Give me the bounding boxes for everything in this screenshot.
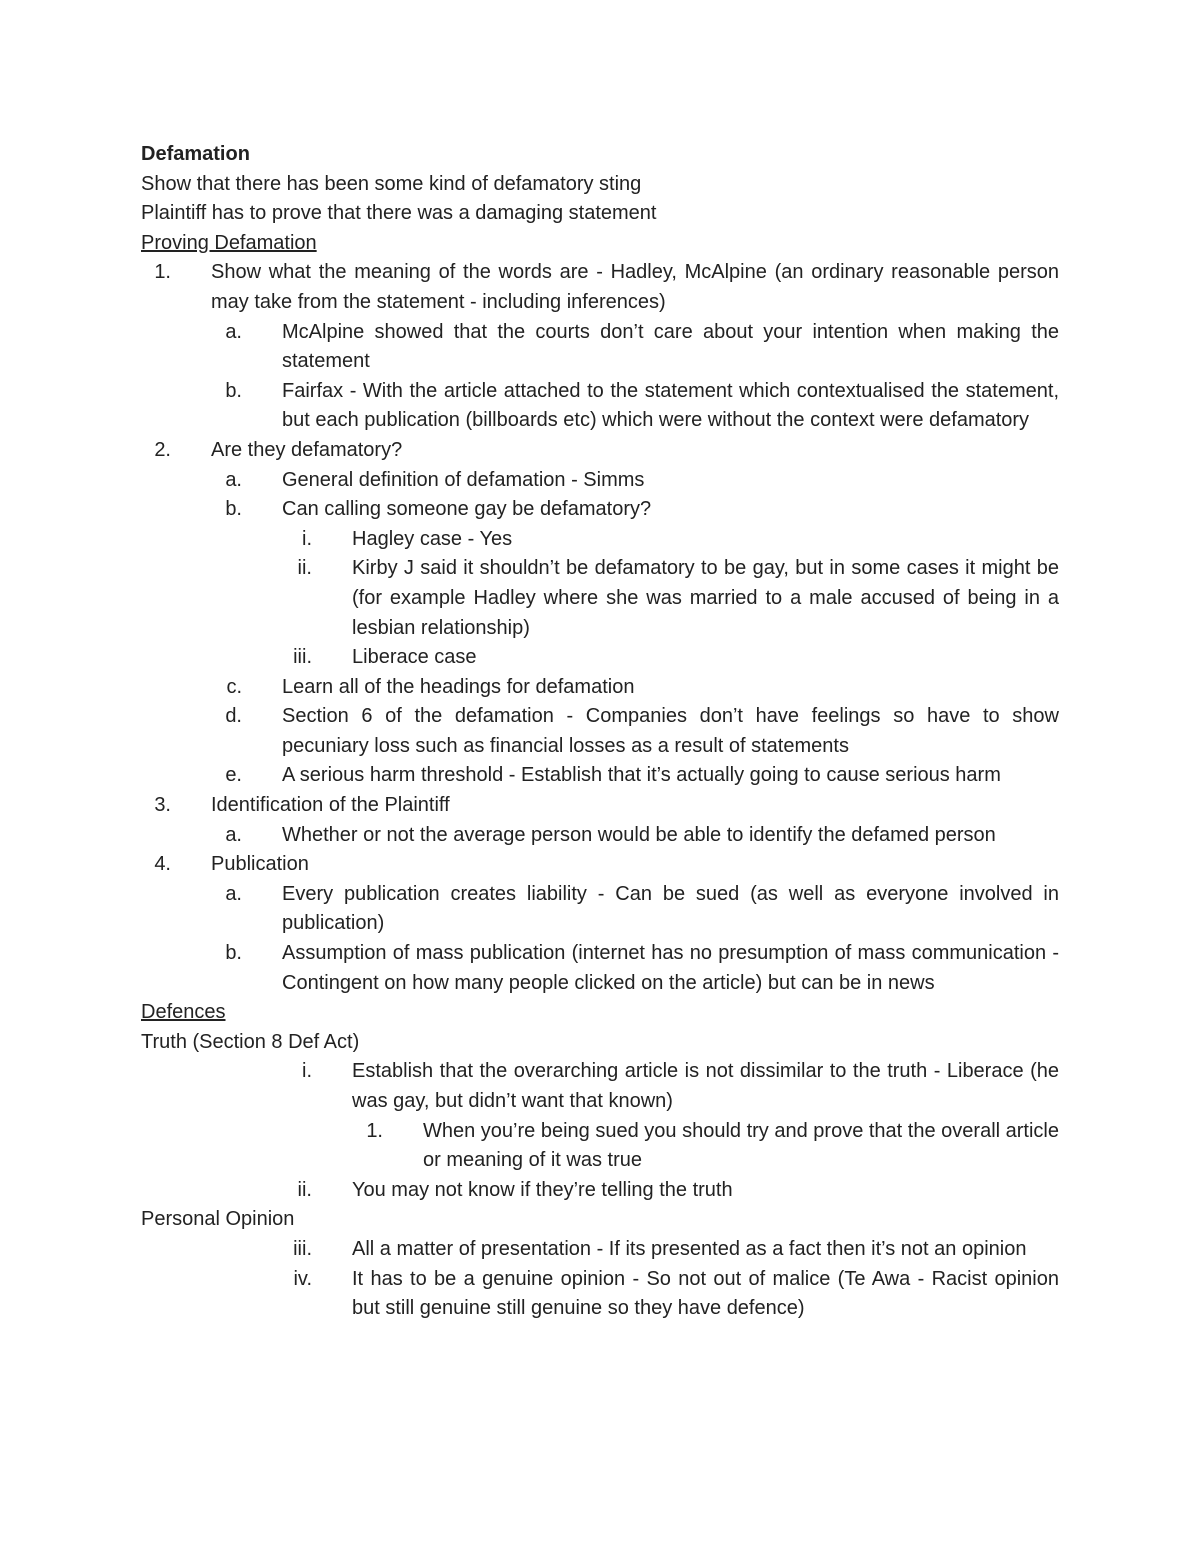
list-item-text: Publication [211, 853, 309, 876]
list-item [154, 850, 1059, 880]
list-item [154, 791, 1059, 821]
list-item [225, 880, 1059, 939]
list-marker: 1. [154, 261, 171, 284]
truth-label: Truth (Section 8 Def Act) [141, 1030, 360, 1053]
list-marker: b. [225, 498, 242, 521]
list-item [225, 318, 1059, 377]
list-item [154, 258, 1059, 317]
list-marker: 2. [154, 438, 171, 461]
list-item-text: Show what the meaning of the words are - Hadley, McAlpine (an ordinary reasonable person may take from the statement - including inferences) [211, 261, 1059, 313]
list-item [302, 525, 1059, 555]
list-item-text: General definition of defamation - Simms [282, 468, 645, 491]
list-item-text: When you’re being sued you should try and prove that the overall article or meaning of it was true [423, 1119, 1059, 1172]
list-item [297, 1176, 1059, 1206]
list-item-text: Every publication creates liability - Can be sued (as well as everyone involved in publication) [282, 882, 1059, 935]
document-body [141, 140, 1059, 1324]
list-marker: a. [225, 882, 242, 905]
list-item-text: Identification of the Plaintiff [211, 794, 450, 817]
list-item-text: Kirby J said it shouldn’t be defamatory to be gay, but in some cases it might be (for example Hadley where she was married to a male accused of being in a lesbian relationship) [352, 557, 1059, 639]
list-item-text: It has to be a genuine opinion - So not out of malice (Te Awa - Racist opinion but still genuine still genuine so they have defence) [352, 1267, 1059, 1320]
list-marker: a. [225, 468, 242, 491]
list-item-text: Learn all of the headings for defamation [282, 675, 635, 698]
list-marker: a. [225, 320, 242, 343]
opinion-label: Personal Opinion [141, 1208, 295, 1231]
list-marker: d. [225, 705, 242, 728]
list-marker: b. [225, 379, 242, 402]
list-item-text: Whether or not the average person would be able to identify the defamed person [282, 823, 996, 846]
list-marker: ii. [297, 557, 312, 580]
list-item-text: Are they defamatory? [211, 438, 403, 461]
list-item [225, 495, 1059, 525]
list-item [297, 554, 1059, 643]
list-item [366, 1117, 1059, 1176]
list-marker: 3. [154, 794, 171, 817]
list-item-text: Establish that the overarching article is not dissimilar to the truth - Liberace (he was gay, but didn’t want that known) [352, 1060, 1059, 1112]
list-item-text: You may not know if they’re telling the truth [352, 1178, 733, 1201]
list-item-text: Fairfax - With the article attached to the statement which contextualised the statement, but each publication (billboards etc) which were without the context were defamatory [282, 379, 1059, 432]
list-item [225, 377, 1059, 436]
list-marker: iii. [293, 1237, 312, 1260]
list-marker: c. [226, 675, 242, 698]
heading-defences: Defences [141, 1001, 226, 1024]
list-item [293, 1265, 1059, 1324]
list-item-text: Can calling someone gay be defamatory? [282, 498, 652, 521]
list-item [293, 1235, 1059, 1265]
list-item [225, 939, 1059, 998]
intro-line-2: Plaintiff has to prove that there was a damaging statement [141, 202, 657, 225]
list-item-text: Section 6 of the defamation - Companies don’t have feelings so have to show pecuniary loss such as financial losses as a result of statements [282, 705, 1059, 757]
list-item [226, 673, 1059, 703]
list-marker: a. [225, 823, 242, 846]
document-title: Defamation [141, 143, 250, 165]
list-item [154, 436, 1059, 466]
list-item-text: Liberace case [352, 646, 477, 669]
list-item-text: All a matter of presentation - If its presented as a fact then it’s not an opinion [352, 1237, 1027, 1260]
heading-proving-defamation: Proving Defamation [141, 231, 317, 254]
list-marker: i. [302, 1060, 312, 1083]
intro-line-1: Show that there has been some kind of defamatory sting [141, 172, 642, 195]
list-marker: iii. [293, 646, 312, 669]
list-marker: b. [225, 942, 242, 965]
list-item-text: Assumption of mass publication (internet has no presumption of mass communication - Contingent on how many people clicked on the article) but can be in news [282, 942, 1059, 994]
list-item-text: A serious harm threshold - Establish that it’s actually going to cause serious harm [282, 764, 1001, 787]
list-item [225, 466, 1059, 496]
list-marker: 1. [366, 1119, 383, 1142]
list-item-text: Hagley case - Yes [352, 527, 513, 550]
list-marker: 4. [154, 853, 171, 876]
list-marker: ii. [297, 1178, 312, 1201]
list-item [225, 761, 1059, 791]
list-marker: iv. [293, 1267, 312, 1290]
list-item [293, 643, 1059, 673]
list-item-text: McAlpine showed that the courts don’t care about your intention when making the statement [282, 320, 1059, 373]
list-item [225, 821, 1059, 851]
list-marker: i. [302, 527, 312, 550]
list-item [225, 702, 1059, 761]
list-item [302, 1057, 1059, 1116]
list-marker: e. [225, 764, 242, 787]
